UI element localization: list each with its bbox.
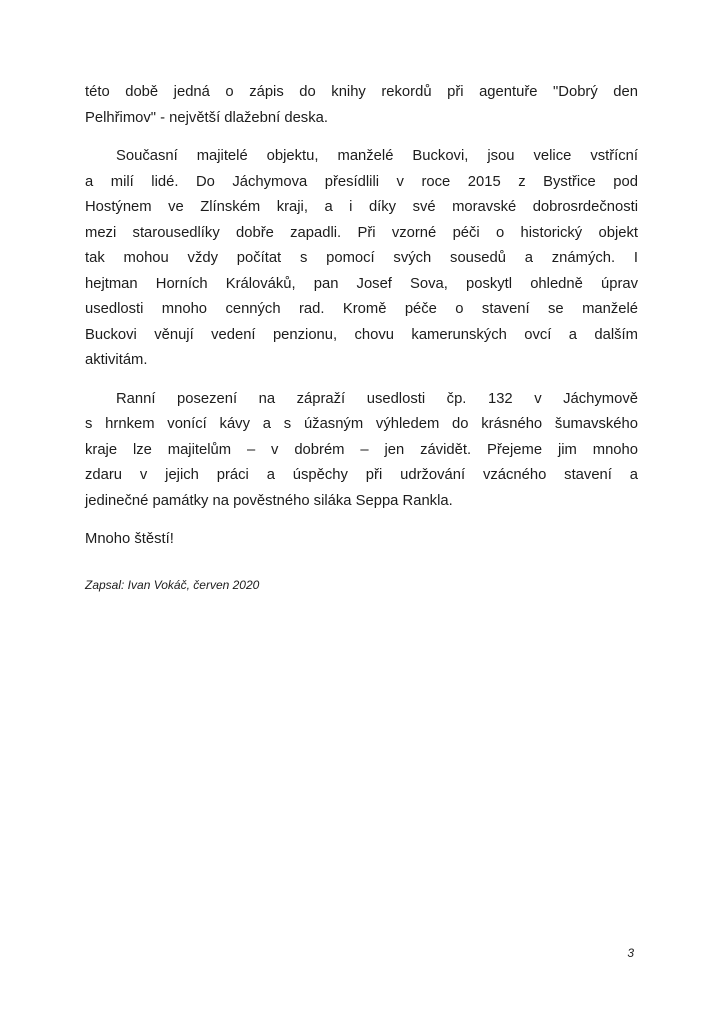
text-line: a milí lidé. Do Jáchymova přesídlili v roce 2015 z Bystřice pod — [85, 173, 638, 190]
signature-line — [85, 577, 638, 593]
text-line: tak mohou vždy počítat s pomocí svých sousedů a známých. I — [85, 250, 638, 266]
paragraph — [85, 144, 638, 374]
text-line: Ranní posezení na zápraží usedlosti čp. 132 v Jáchymově — [116, 390, 638, 407]
text-line: hejtman Horních Králováků, pan Josef Sova, poskytl ohledně úprav — [85, 275, 638, 292]
text-line: Současní majitelé objektu, manželé Buckovi, jsou velice vstřícní — [116, 148, 638, 164]
text-line: zdaru v jejich práci a úspěchy při udržování vzácného stavení a — [85, 467, 638, 483]
document-body — [85, 80, 638, 606]
page-number: 3 — [627, 946, 634, 960]
paragraph — [85, 527, 638, 553]
text-line: jedinečné památky na pověstného siláka Seppa Rankla. — [85, 492, 453, 509]
text-line: s hrnkem vonící kávy a s úžasným výhledem do krásného šumavského — [85, 416, 638, 432]
text-line: Zapsal: Ivan Vokáč, červen 2020 — [85, 577, 260, 592]
text-line: Pelhřimov" - největší dlažební deska. — [85, 109, 328, 126]
text-line: kraje lze majitelům – v dobrém – jen závidět. Přejeme jim mnoho — [85, 441, 638, 458]
paragraph — [85, 387, 638, 515]
paragraph — [85, 80, 638, 131]
text-line: této době jedná o zápis do knihy rekordů při agentuře "Dobrý den — [85, 84, 638, 100]
text-line: usedlosti mnoho cenných rad. Kromě péče o stavení se manželé — [85, 301, 638, 317]
text-line: Buckovi věnují vedení penzionu, chovu kamerunských ovcí a dalším — [85, 326, 638, 343]
text-line: Hostýnem ve Zlínském kraji, a i díky své moravské dobrosrdečnosti — [85, 199, 638, 215]
text-line: mezi starousedlíky dobře zapadli. Při vzorné péči o historický objekt — [85, 224, 638, 241]
text-line: Mnoho štěstí! — [85, 531, 174, 547]
text-line: aktivitám. — [85, 352, 148, 368]
